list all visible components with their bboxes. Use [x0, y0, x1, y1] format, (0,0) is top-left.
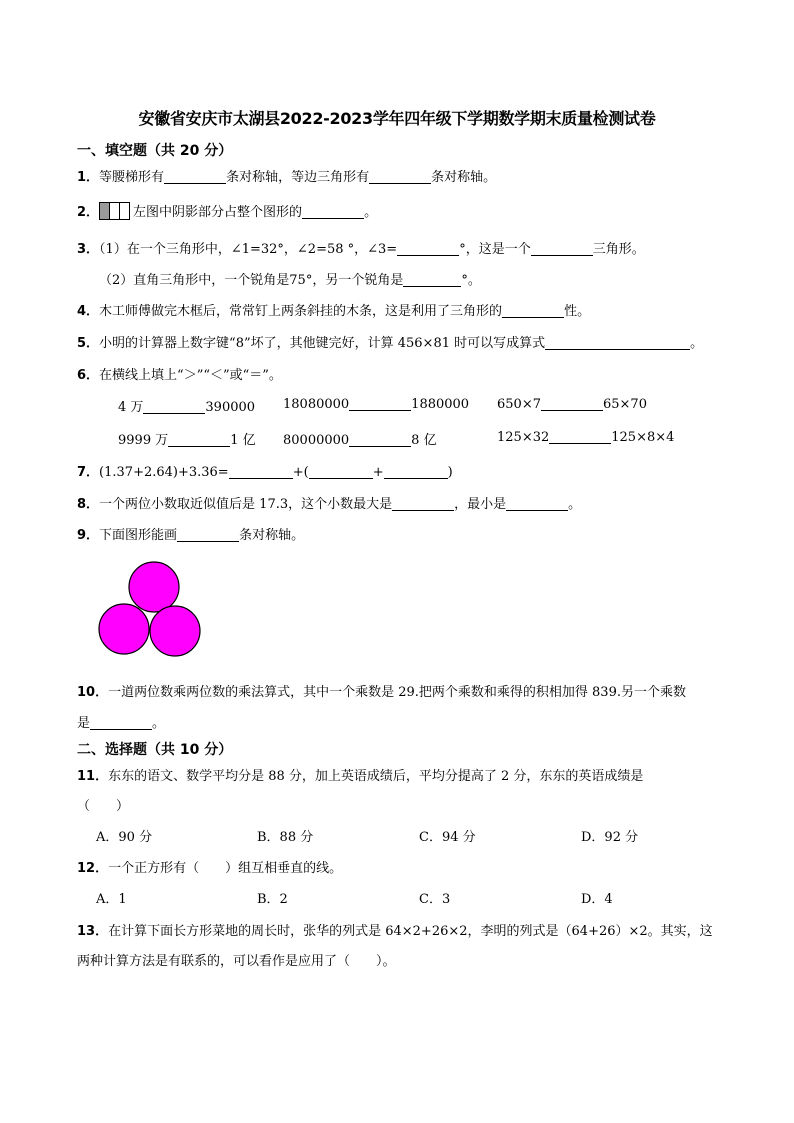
compare-item: 80000000 8 亿	[283, 433, 437, 448]
circle-bottom-right	[150, 606, 200, 656]
option-c[interactable]: C．94 分	[419, 830, 476, 845]
answer-blank[interactable]	[143, 399, 205, 414]
question-10-line-1: 10．一道两位数乘两位数的乘法算式，其中一个乘数是 29.把两个乘数和乘得的积相加得 839.另一个乘数	[77, 685, 686, 700]
shaded-rectangle-figure	[99, 202, 131, 220]
question-13-line-2: 两种计算方法是有联系的，可以看作是应用了（ ）。	[77, 954, 396, 969]
question-13-line-1: 13．在计算下面长方形菜地的周长时，张华的列式是 64×2+26×2，李明的列式是（64+26）×2。其实，这	[77, 924, 713, 939]
question-2: 2． 左图中阴影部分占整个图形的 。	[77, 201, 377, 220]
question-11-bracket: （ ）	[77, 799, 130, 814]
section-fill-blank-heading: 一、填空题（共 20 分）	[77, 143, 233, 159]
section-choice-heading: 二、选择题（共 10 分）	[77, 742, 233, 758]
option-a[interactable]: A．90 分	[96, 830, 153, 845]
option-b[interactable]: B．2	[257, 892, 288, 907]
three-circles-figure	[96, 560, 206, 660]
answer-blank[interactable]	[349, 432, 411, 447]
answer-blank[interactable]	[397, 241, 459, 256]
option-d[interactable]: D．92 分	[581, 830, 639, 845]
question-7: 7．(1.37+2.64)+3.36= +( + )	[77, 465, 453, 480]
compare-item: 4 万 390000	[118, 400, 256, 415]
question-5: 5．小明的计算器上数字键“8”坏了，其他键完好，计算 456×81 时可以写成算式 。	[77, 336, 704, 351]
circle-bottom-left	[99, 604, 149, 654]
answer-blank[interactable]	[506, 496, 568, 511]
answer-blank[interactable]	[168, 432, 230, 447]
question-11: 11．东东的语文、数学平均分是 88 分，加上英语成绩后，平均分提高了 2 分，东东的英语成绩是	[77, 769, 644, 784]
question-12: 12．一个正方形有（ ）组互相垂直的线。	[77, 861, 343, 876]
option-a[interactable]: A．1	[96, 892, 127, 907]
page-title: 安徽省安庆市太湖县2022-2023学年四年级下学期数学期末质量检测试卷	[138, 109, 656, 128]
question-8: 8．一个两位小数取近似值后是 17.3，这个小数最大是 ，最小是 。	[77, 497, 582, 512]
question-3-part-1: 3．（1）在一个三角形中，∠1=32°，∠2=58 °，∠3= °，这是一个 三角形。	[77, 242, 645, 257]
answer-blank[interactable]	[392, 496, 454, 511]
answer-blank[interactable]	[384, 464, 448, 479]
answer-blank[interactable]	[403, 272, 461, 287]
question-10-line-2: 是 。	[77, 716, 166, 731]
answer-blank[interactable]	[545, 335, 690, 350]
question-9: 9．下面图形能画 条对称轴。	[77, 528, 305, 543]
question-4: 4．木工师傅做完木框后，常常钉上两条斜挂的木条，这是利用了三角形的 性。	[77, 304, 591, 319]
question-3-part-2: （2）直角三角形中，一个锐角是75°，另一个锐角是 °。	[99, 273, 481, 288]
answer-blank[interactable]	[309, 464, 373, 479]
compare-item: 650×7 65×70	[497, 397, 647, 412]
answer-blank[interactable]	[531, 241, 593, 256]
option-b[interactable]: B．88 分	[257, 830, 314, 845]
answer-blank[interactable]	[349, 396, 411, 411]
answer-blank[interactable]	[302, 204, 364, 219]
answer-blank[interactable]	[177, 527, 239, 542]
option-d[interactable]: D．4	[581, 892, 613, 907]
option-c[interactable]: C．3	[419, 892, 451, 907]
circle-top	[129, 562, 179, 612]
answer-blank[interactable]	[90, 715, 152, 730]
question-6: 6．在横线上填上“＞”“＜”或“＝”。	[77, 368, 282, 383]
compare-item: 9999 万 1 亿	[118, 433, 256, 448]
answer-blank[interactable]	[541, 396, 603, 411]
answer-blank[interactable]	[164, 169, 226, 184]
answer-blank[interactable]	[502, 303, 564, 318]
answer-blank[interactable]	[369, 169, 431, 184]
question-1: 1．等腰梯形有 条对称轴，等边三角形有 条对称轴。	[77, 170, 497, 185]
compare-item: 18080000 1880000	[283, 397, 470, 412]
answer-blank[interactable]	[229, 464, 293, 479]
answer-blank[interactable]	[549, 429, 611, 444]
compare-item: 125×32 125×8×4	[497, 430, 675, 445]
